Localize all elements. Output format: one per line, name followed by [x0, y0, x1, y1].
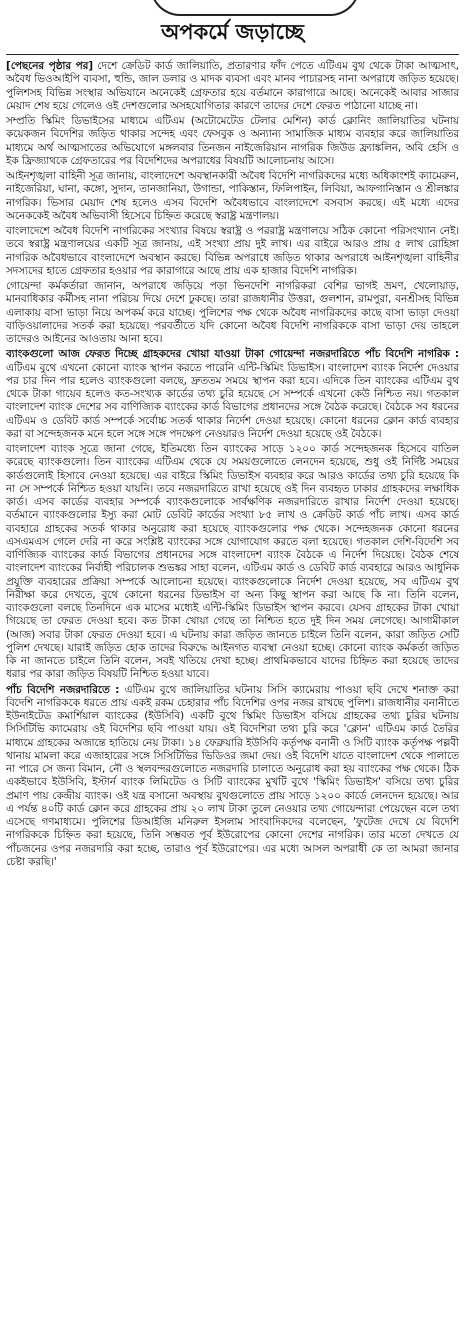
paragraph-text: এটিএম বুথে এখনো কোনো ব্যাংক স্থাপন করতে পারেনি এন্টি-স্কিমিং ডিভাইস। বাংলাদেশ ব্যাংক নির্দেশ দেওয়ার পর চার দিন পার হলেও ব্যাংকগুলো বলছে, দ্রুততম সময়ে স্থাপন করা হবে। এদিকে তিন ব্যাংকের এটিএম বুথ থেকে টাকা গায়েব হলেও কত-সংখ্যক কার্ডের তথ্য চুরি হয়েছে সে সম্পর্কে এখনো কেউ নিশ্চিত নয়। গতকাল বাংলাদেশ ব্যাংক দেশের সব বাণিজ্যিক ব্যাংকের কার্ড বিভাগের প্রধানদের সঙ্গে বৈঠক করেছে। বৈঠকে সব ধরনের এটিএম ও ডেবিট কার্ড সম্পর্কে সর্বোচ্চ সতর্ক থাকার নির্দেশ দেওয়া হয়েছে। কোনো ধরনের ক্লোন কার্ড ব্যবহার করা বা সন্দেহজনক মনে হলে সঙ্গে সঙ্গে পদক্ষেপ নেওয়ারও নির্দেশ দেওয়া হয়েছে ওই বৈঠকে।: [6, 361, 459, 440]
headline-divider: [6, 54, 459, 55]
article-paragraph-4: বাংলাদেশে অবৈধ বিদেশি নাগরিকের সংখ্যার বিষয়ে স্বরাষ্ট্র ও পররাষ্ট্র মন্ত্রণালয়ে সঠিক কোনো পরিসংখ্যান নেই। তবে স্বরাষ্ট্র মন্ত্রণালয়ের একটি সূত্র জানায়, এই সংখ্যা প্রায় দুই লাখ। এর বাইরে আরও প্রায় ৫ লাখ রোহিঙ্গা নাগরিক অবৈধভাবে বাংলাদেশে অবস্থান করছে। বিভিন্ন অপরাধে জড়িত থাকার অপরাধে আইনশৃঙ্খলা বাহিনীর সদস্যদের হাতে গ্রেফতার হওয়ার পর কারাগারে আছে প্রায় এক হাজার বিদেশি নাগরিক।: [6, 225, 459, 277]
paragraph-text: এটিএম বুথে জালিয়াতির ঘটনায় সিসি ক্যামেরায় পাওয়া ছবি দেখে শনাক্ত করা বিদেশি নাগরিককে ধরতে প্রায় একই রকম চেহারার পাঁচ বিদেশির ওপর নজর রাখছে পুলিশ। রাজধানীর বনানীতে ইউনাইটেড কমার্শিয়াল ব্যাংকের (ইউসিবি) একটি বুথে স্কিমিং ডিভাইস বসিয়ে গ্রাহকের তথ্য চুরির ঘটনায় সিসিটিভি ক্যামেরায় ওই বিদেশির ছবি পাওয়া যায়। ওই বিদেশিরা তথ্য চুরি করে 'ক্লোন' এটিএম কার্ড তৈরির মাধ্যমে গ্রাহকের অজান্তে হাতিয়ে নেয় টাকা। ১৪ ফেব্রুয়ারি ইউসিবি কর্তৃপক্ষ বনানী ও সিটি ব্যাংক কর্তৃপক্ষ পল্লবী থানায় মামলা করে এজাহারের সঙ্গে সিসিটিভির ভিডিওর জমা দেয়। ওই বিদেশি যাতে বাংলাদেশ থেকে পালাতে না পারে সে জন্য বিমান, নৌ ও স্থলবন্দরগুলোতে নজরদারি চালাতে অনুরোধ করা হয় ব্যাংকের পক্ষ থেকে। ঠিক একইভাবে ইউসিবি, ইস্টার্ন ব্যাংক লিমিটেড ও সিটি ব্যাংকের মুখটি বুথে 'স্কিমিং ডিভাইস' বসিয়ে তথ্য চুরির প্রমাণ পায় কেন্দ্রীয় ব্যাংক। ওই যন্ত্র বসানো অবস্থায় বুথগুলোতে প্রায় সাড়ে ১২০০ কার্ডে লেনদেন হয়েছে। আর এ পর্যন্ত ৪০টি কার্ড ক্লোন করে গ্রাহকের প্রায় ২০ লাখ টাকা তুলে নেওয়ার তথ্য গোয়েন্দারা পেয়েছেন বলে তথ্য এসেছে গণমাধ্যমে। পুলিশের ডিআইজি মনিরুল ইসলাম সাংবাদিকদের বলেছেন, 'ফুটেজ দেখে যে বিদেশি নাগরিককে চিহ্নিত করা হয়েছে, তিনি সম্ভবত পূর্ব ইউরোপের কোনো দেশের নাগরিক। তার মতো দেখতে যে পাঁচজনের ওপর নজরদারি করা হচ্ছে, তারাও পূর্ব ইউরোপের। এর মধ্যে আসল অপরাধী কে তা আমরা জানার চেষ্টা করছি।': [6, 683, 459, 868]
article-paragraph-8: [6, 684, 459, 870]
article-paragraph-1: [6, 60, 459, 113]
headline: অপকর্মে জড়াচ্ছে: [161, 19, 304, 44]
article-body: [6, 60, 459, 869]
article-paragraph-2: সম্প্রতি স্কিমিং ডিভাইসের মাধ্যমে এটিএম (অটোমেটেড টেলার মেশিন) কার্ড ক্লোনিং জালিয়াতির ঘটনায় কয়েকজন বিদেশির জড়িত থাকার সন্দেহ এবং ফেসবুক ও অন্যান্য সামাজিক মাধ্যম ব্যবহার করে জালিয়াতির মাধ্যমে অর্থ আত্মসাতের অভিযোগে মঙ্গলবার তিনজন নাইজেরিয়ান নাগরিক জিউড ফ্র্যাঙ্কলিন, অবি হেসি ও ইক ফ্রিজ্যাথকে গ্রেফতারের পর বিদেশিদের অপরাধের বিষয়টি আলোচনায় আসে।: [6, 115, 459, 167]
article-paragraph-5: গোয়েন্দা কর্মকর্তারা জানান, অপরাধে জড়িয়ে পড়া ভিনদেশি নাগরিকরা বেশির ভাগই ভ্রমণ, খেলোয়াড়, মানবাধিকার কর্মীসহ নানা পরিচয় দিয়ে দেশে ঢুকছে। তারা রাজধানীর উত্তরা, গুলশান, রামপুরা, বনশ্রীসহ বিভিন্ন এলাকায় বাসা ভাড়া নিয়ে অপকর্ম করে যাচ্ছে। পুলিশের পক্ষ থেকে অবৈধ নাগরিকদের কাছে বাসা ভাড়া দেওয়া বাড়িওয়ালাদের সতর্ক করা হয়েছে। পরবর্তীতে যদি কোনো অবৈধ বিদেশি নাগরিককে বাসা ভাড়া দেয় তাহলে তাদেরও আইনের আওতায় আনা হবে।: [6, 280, 459, 345]
article-paragraph-6: [6, 348, 459, 441]
subheading-five-foreigners: পাঁচ বিদেশি নজরদারিতে :: [6, 683, 120, 696]
paragraph-text: দেশে ক্রেডিট কার্ড জালিয়াতি, প্রতারণার ফাঁদ পেতে এটিএম বুথ থেকে টাকা আত্মসাৎ, অবৈধ ভিওআইপি ব্যবসা, হুন্ডি, জাল ডলার ও মাদক ব্যবসা এবং মানব পাচারসহ নানা অপরাধে জড়িত হয়েছে। পুলিশসহ বিভিন্ন সংস্থার অভিযানে অনেকেই গ্রেফতার হয়ে বর্তমানে কারাগারে আছে। অনেকেই আবার সাজার মেয়াদ শেষ হয়ে গেলেও ওই দেশগুলোর অসহযোগিতার কারণে তাদের দেশে ফেরত পাঠানো যাচ্ছে না।: [6, 60, 459, 112]
subheading-banks-refund: ব্যাংকগুলো আজ ফেরত দিচ্ছে গ্রাহকদের খোয়া যাওয়া টাকা গোয়েন্দা নজরদারিতে পাঁচ বিদেশি নাগরিক :: [6, 348, 459, 361]
continued-marker: [পেছনের পৃষ্ঠার পর]: [6, 60, 94, 72]
article-paragraph-3: আইনশৃঙ্খলা বাহিনী সূত্র জানায়, বাংলাদেশে অবস্থানকারী অবৈধ বিদেশি নাগরিকদের মধ্যে অধিকাংশই ক্যামেরুন, নাইজেরিয়া, ঘানা, কঙ্গো, সুদান, তানজানিয়া, উগান্ডা, পাকিস্তান, ফিলিপাইন, লিবিয়া, আফগানিস্তান ও শ্রীলঙ্কার নাগরিক। ভিসার মেয়াদ শেষ হলেও এসব বিদেশি অবৈধভাবে বাংলাদেশে বসবাস করছে। এই মধ্যে এদের অনেককেই অবৈধ অভিবাসী হিসেবে চিহ্নিত করেছে স্বরাষ্ট্র মন্ত্রণালয়।: [6, 170, 459, 222]
article-paragraph-7: বাংলাদেশ ব্যাংক সূত্রে জানা গেছে, ইতিমধ্যে তিন ব্যাংকের সাড়ে ১২০০ কার্ড সন্দেহজনক হিসেবে বাতিল করেছে ব্যাংকগুলো। তিন ব্যাংকের এটিএম থেকে যে সময়গুলোতে লেনদেন হয়েছে, শুধু ওই নির্দিষ্ট সময়ের কার্ডগুলোই হিসাবে নেওয়া হয়েছে। এর বাইরে স্কিমিং ডিভাইস ব্যবহার করে আরও কার্ডের তথ্য চুরি হয়েছে কি না সে সম্পর্কে নিশ্চিত হওয়া যায়নি। তবে নজরদারিতে রাখা হয়েছে ওই দিন ব্যবহৃত ঢাকার গ্রাহকদের লক্ষাধিক কার্ড। এসব কার্ডের ব্যবহার সম্পর্কে ব্যাংকগুলোকে সার্বক্ষণিক নজরদারিতে রাখার নির্দেশ দেওয়া হয়েছে। বর্তমানে ব্যাংকগুলোর ইস্যু করা মোট ডেবিট কার্ডের সংখ্যা ৮৫ লাখ ও ক্রেডিট কার্ড পাঁচ লাখ। এসব কার্ড ব্যবহারে গ্রাহকের সতর্ক থাকার অনুরোধ করা হয়েছে ব্যাংকগুলোর পক্ষ থেকে। সন্দেহজনক কোনো ধরনের এসএমএস গেলে দেরি না করে সংশ্লিষ্ট ব্যাংকের সঙ্গে যোগাযোগ করতে বলা হয়েছে। গতকাল দেশি-বিদেশি সব বাণিজ্যিক ব্যাংকের কার্ড বিভাগের প্রধানদের সঙ্গে বাংলাদেশ ব্যাংক বৈঠকে এ নির্দেশ দিয়েছে। বৈঠক শেষে বাংলাদেশ ব্যাংকের নির্বাহী পরিচালক শুভঙ্কর সাহা বলেন, এটিএম কার্ড ও ডেবিট কার্ড ব্যবহারে আরও আধুনিক প্রযুক্তি ব্যবহারের প্রক্রিয়া সম্পর্কে আলোচনা হয়েছে। ব্যাংকগুলোকে নির্দেশ দেওয়া হয়েছে, সব এটিএম বুথ নিরীক্ষা করে দেখতে, বুথে কোনো ধরনের ডিভাইস বা অন্য কিছু স্থাপন করা আছে কি না। তিনি বলেন, ব্যাংকগুলো বলছে তিনদিনে এক মাসের মধ্যেই এন্টি-স্কিমিং ডিভাইস স্থাপন করবে। যেসব গ্রাহকের টাকা খোয়া গিয়েছে তা ফেরত দেওয়া হবে। কত টাকা খোয়া গেছে তা নিশ্চিত হতে দুই দিন সময় লেগেছে। আগামীকাল (আজ) সবার টাকা ফেরত দেওয়া হবে। এ ঘটনায় কারা জড়িত জানতে চাইলে তিনি বলেন, কারা জড়িত সেটি পুলিশ দেখছে। যারাই জড়িত হোক তাদের বিরুদ্ধে আইনগত ব্যবস্থা নেওয়া হচ্ছে। কোনো ব্যাংক কর্মকর্তা জড়িত কি না জানতে চাইলে তিনি বলেন, সবই খতিয়ে দেখা হচ্ছে। প্রাথমিকভাবে যাদের চিহ্নিত করা হয়েছে তাদের ধরার পর কারা জড়িত বিষয়টি নিশ্চিত হওয়া যাবে।: [6, 443, 459, 681]
page-curve-decoration: [150, 0, 360, 16]
